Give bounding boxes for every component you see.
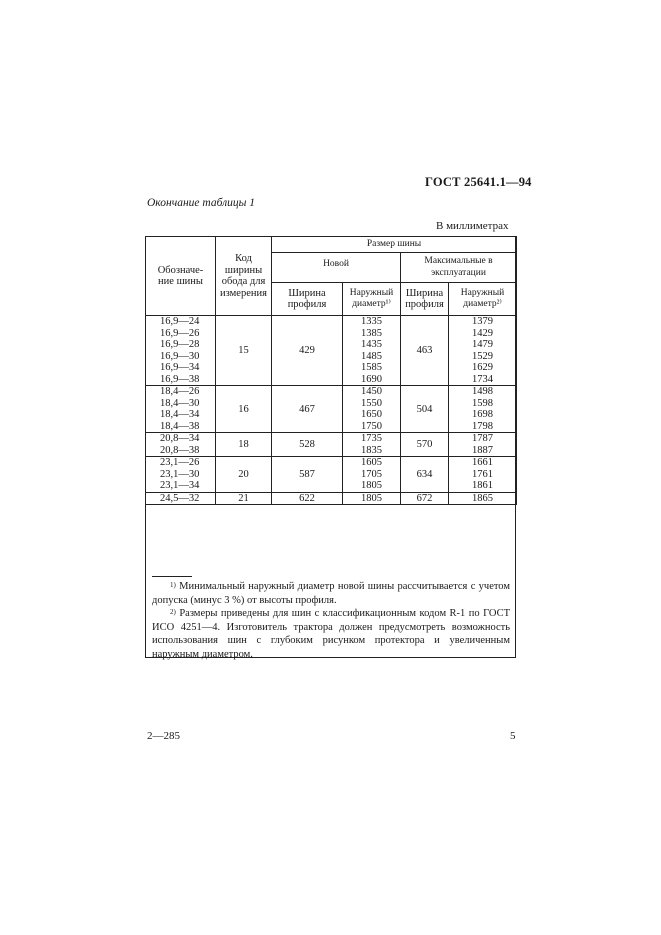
max-diameter-cell: 1498 1598 1698 1798 <box>449 386 517 433</box>
rim-code-cell: 16 <box>216 386 272 433</box>
new-diameter-cell: 1805 <box>343 492 401 505</box>
table-row <box>146 492 517 505</box>
continuation-title: Окончание таблицы 1 <box>147 197 255 209</box>
footnote-1: $^{1)}$ Минимальный наружный диаметр новой шины рассчитывается с учетом допуска (минус 3 %) от высоты профиля. <box>152 581 510 606</box>
rim-code-cell: 21 <box>216 492 272 505</box>
designation-cell: 23,1—26 23,1—30 23,1—34 <box>146 457 216 493</box>
new-diameter-cell: 1335 1385 1435 1485 1585 1690 <box>343 316 401 386</box>
footnote-rule <box>152 576 192 577</box>
max-width-cell: 672 <box>401 492 449 505</box>
max-width-cell: 463 <box>401 316 449 386</box>
print-mark: 2—285 <box>147 730 180 742</box>
new-width-cell: 467 <box>272 386 343 433</box>
new-diameter-cell: 1605 1705 1805 <box>343 457 401 493</box>
table-row <box>146 433 517 457</box>
header-max-width: Ширина профиля <box>401 283 449 316</box>
designation-cell: 24,5—32 <box>146 492 216 505</box>
rim-code-cell: 18 <box>216 433 272 457</box>
table-row <box>146 386 517 433</box>
rim-code-cell: 20 <box>216 457 272 493</box>
max-width-cell: 634 <box>401 457 449 493</box>
designation-cell: 20,8—34 20,8—38 <box>146 433 216 457</box>
max-diameter-cell: 1379 1429 1479 1529 1629 1734 <box>449 316 517 386</box>
rim-code-cell: 15 <box>216 316 272 386</box>
max-width-cell: 570 <box>401 433 449 457</box>
header-new-width: Ширина профиля <box>272 283 343 316</box>
header-tire-size: Размер шины <box>272 237 517 253</box>
new-width-cell: 587 <box>272 457 343 493</box>
doc-code: ГОСТ 25641.1—94 <box>425 175 532 189</box>
max-width-cell: 504 <box>401 386 449 433</box>
header-new-diameter: Наружный диаметр¹⁾ <box>343 283 401 316</box>
header-new: Новой <box>272 253 401 283</box>
new-width-cell: 528 <box>272 433 343 457</box>
new-width-cell: 622 <box>272 492 343 505</box>
new-diameter-cell: 1450 1550 1650 1750 <box>343 386 401 433</box>
max-diameter-cell: 1661 1761 1861 <box>449 457 517 493</box>
table-row <box>146 457 517 493</box>
max-diameter-cell: 1865 <box>449 492 517 505</box>
header-designation: Обозначе- ние шины <box>146 237 216 316</box>
header-max-diameter: Наружный диаметр²⁾ <box>449 283 517 316</box>
table-body <box>146 316 517 505</box>
header-max-in-service: Максимальные в эксплуатации <box>401 253 517 283</box>
footnote-2: $^{2)}$ Размеры приведены для шин с классификационным кодом R-1 по ГОСТ ИСО 4251—4. Изготовитель трактора должен предусмотреть возможность использования шин с глубоким рисунком протектора и увеличенным наружным диаметром. <box>152 608 511 660</box>
footnotes <box>152 576 510 661</box>
designation-cell: 18,4—26 18,4—30 18,4—34 18,4—38 <box>146 386 216 433</box>
max-diameter-cell: 1787 1887 <box>449 433 517 457</box>
units-label: В миллиметрах <box>436 220 509 232</box>
header-rim-code: Код ширины обода для измерения <box>216 237 272 316</box>
new-diameter-cell: 1735 1835 <box>343 433 401 457</box>
new-width-cell: 429 <box>272 316 343 386</box>
designation-cell: 16,9—24 16,9—26 16,9—28 16,9—30 16,9—34 16,9—38 <box>146 316 216 386</box>
tire-size-table <box>145 236 517 505</box>
page-number: 5 <box>510 730 516 742</box>
table-row <box>146 316 517 386</box>
